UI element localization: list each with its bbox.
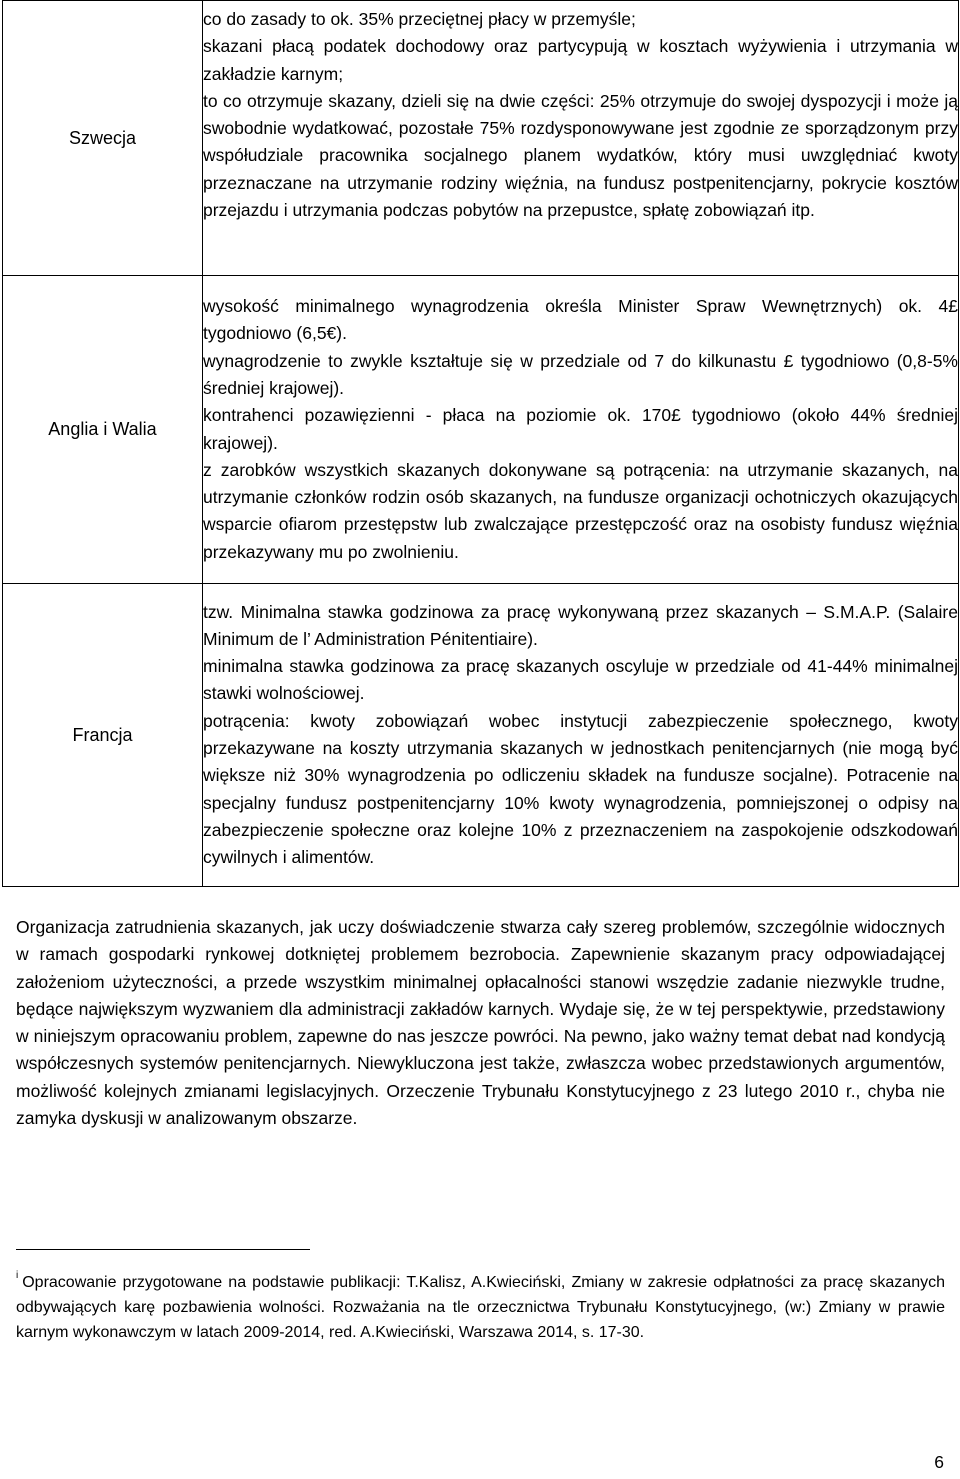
page-number: 6 bbox=[934, 1452, 944, 1472]
content-cell bbox=[203, 584, 959, 887]
list-item: to co otrzymuje skazany, dzieli się na dwie części: 25% otrzymuje do swojej dyspozycji i może ją swobodnie wydatkować, pozostałe 75% rozdysponowywane jest zgodnie ze sporządzonym przy współudziale pracownika socjalnego planem wydatków, który musi uwzględniać kwoty przeznaczane na utrzymanie rodziny więźnia, na fundusz postpenitencjarny, pokrycie kosztów przejazdu i utrzymania podczas pobytów na przepustce, spłatę zobowiązań itp. bbox=[203, 90, 958, 221]
country-cell: Francja bbox=[3, 584, 203, 887]
table-row bbox=[3, 584, 959, 887]
list-item: tzw. Minimalna stawka godzinowa za pracę wykonywaną przez skazanych – S.M.A.P. (Salaire Minimum de l’ Administration Pénitentiaire). bbox=[203, 601, 958, 649]
list-item: skazani płacą podatek dochodowy oraz partycypują w kosztach wyżywienia i utrzymania w zakładzie karnym; bbox=[203, 36, 958, 84]
list-item: wysokość minimalnego wynagrodzenia określa Minister Spraw Wewnętrznych) ok. 4£ tygodniowo (6,5€). bbox=[203, 296, 958, 344]
body-paragraph: Organizacja zatrudnienia skazanych, jak uczy doświadczenie stwarza cały szereg problemów, szczególnie widocznych w ramach gospodarki rynkowej dotkniętej problemem bezrobocia. Zapewnienie skazanym pracy odpowiadającej założeniom użyteczności, a przede wszystkim minimalnej opłacalności stanowi wszędzie zadanie niezwykle trudne, będące największym wyzwaniem dla administracji zakładów karnych. Wydaje się, że w tej perspektywie, przedstawiony w niniejszym opracowaniu problem, zapewne do nas jeszcze powróci. Na pewno, jako ważny temat debat nad kondycją współczesnych systemów penitencjarnych. Niewykluczona jest także, zwłaszcza wobec przedstawionych argumentów, możliwość kolejnych zmianami legislacyjnych. Orzeczenie Trybunału Konstytucyjnego z 23 lutego 2010 r., chyba nie zamyka dyskusji w analizowanym obszarze. bbox=[16, 917, 945, 1129]
list-item: minimalna stawka godzinowa za pracę skazanych oscyluje w przedziale od 41-44% minimalnej stawki wolnościowej. bbox=[203, 656, 958, 704]
list-item: potrącenia: kwoty zobowiązań wobec instytucji zabezpieczenie społecznego, kwoty przekazywane na koszty utrzymania skazanych w jednostkach penitencjarnych (nie mogą być większe niż 30% wynagrodzenia po odliczeniu składek na fundusze socjalne). Potracenie na specjalny fundusz postpenitencjarny 10% kwoty wynagrodzenia, pomniejszonej o odpisy na zabezpieczenie społeczne oraz kolejne 10% z przeznaczeniem na zaspokojenie odszkodowań cywilnych i alimentów. bbox=[203, 710, 958, 868]
list-item: z zarobków wszystkich skazanych dokonywane są potrącenia: na utrzymanie skazanych, na utrzymanie członków rodzin osób skazanych, na fundusze organizacji ochotniczych okazujących wsparcie ofiarom przestępstw lub zwalczające przestępczość oraz na osobisty fundusz więźnia przekazywany mu po zwolnieniu. bbox=[203, 459, 958, 562]
list-item: co do zasady to ok. 35% przeciętnej płacy w przemyśle; bbox=[203, 9, 636, 29]
comparison-table bbox=[2, 0, 959, 887]
footnote-marker: i bbox=[16, 1270, 19, 1281]
list-item: wynagrodzenie to zwykle kształtuje się w przedziale od 7 do kilkunastu £ tygodniowo (0,8-5% średniej krajowej). bbox=[203, 350, 958, 398]
table-row bbox=[3, 276, 959, 584]
country-cell: Szwecja bbox=[3, 1, 203, 276]
footnote-divider bbox=[16, 1249, 310, 1250]
country-cell: Anglia i Walia bbox=[3, 276, 203, 584]
content-cell bbox=[203, 276, 959, 584]
table-row bbox=[3, 1, 959, 276]
content-cell bbox=[203, 1, 959, 276]
footnote bbox=[16, 1263, 945, 1345]
list-item: kontrahenci pozawięzienni - płaca na poziomie ok. 170£ tygodniowo (około 44% średniej krajowej). bbox=[203, 405, 958, 453]
footnote-text: Opracowanie przygotowane na podstawie publikacji: T.Kalisz, A.Kwieciński, Zmiany w zakresie odpłatności za pracę skazanych odbywających karę pozbawienia wolności. Rozważania na tle orzecznictwa Trybunału Konstytucyjnego, (w:) Zmiany w prawie karnym wykonawczym w latach 2009-2014, red. A.Kwieciński, Warszawa 2014, s. 17-30. bbox=[16, 1274, 945, 1341]
